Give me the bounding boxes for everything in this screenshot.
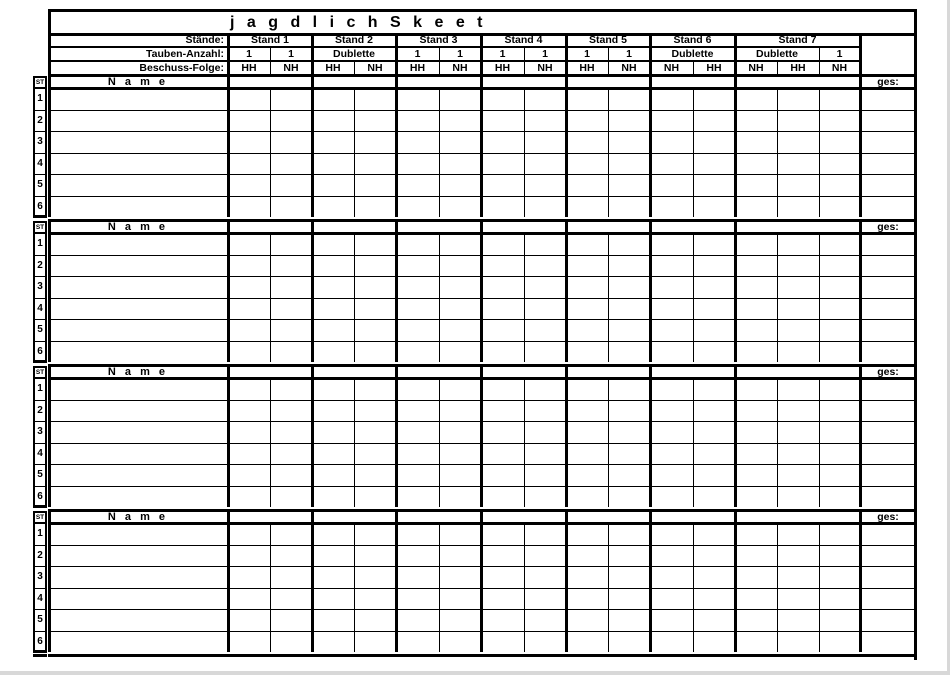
cell-divider xyxy=(270,378,271,507)
tauben-count: Dublette xyxy=(333,48,375,60)
row-line xyxy=(33,486,47,487)
row-line xyxy=(33,588,47,589)
name-heading: N a m e xyxy=(107,221,169,233)
row-line xyxy=(33,566,47,567)
stand-divider xyxy=(734,365,737,507)
row-line xyxy=(33,631,47,632)
row-line xyxy=(33,319,47,320)
cell-divider xyxy=(354,378,355,507)
stand-divider xyxy=(565,365,568,507)
row-line xyxy=(33,196,47,197)
name-heading: N a m e xyxy=(107,511,169,523)
cell-divider xyxy=(693,88,694,217)
shooter-row-number: 6 xyxy=(37,345,43,357)
stand-divider xyxy=(227,75,230,217)
cell-divider xyxy=(693,523,694,652)
stand-divider xyxy=(480,220,483,362)
row-line xyxy=(33,341,47,342)
shooter-row-number: 2 xyxy=(37,259,43,271)
stand-divider xyxy=(859,75,862,217)
left-border xyxy=(48,365,51,507)
stand-heading: Stand 4 xyxy=(504,34,543,46)
stand-divider xyxy=(859,220,862,362)
cell-divider xyxy=(777,233,778,362)
right-border xyxy=(914,9,917,660)
left-border xyxy=(48,510,51,652)
beschuss-folge: HH xyxy=(790,62,806,74)
beschuss-folge: NH xyxy=(663,62,680,74)
name-heading: N a m e xyxy=(107,366,169,378)
shooter-row-number: 4 xyxy=(37,302,43,314)
cell-divider xyxy=(439,233,440,362)
beschuss-folge: NH xyxy=(621,62,637,74)
tauben-anzahl-label: Tauben-Anzahl: xyxy=(146,48,224,60)
cell-divider xyxy=(524,88,525,217)
row-line xyxy=(33,421,47,422)
st-label: ST xyxy=(35,224,45,231)
stand-divider xyxy=(311,510,314,652)
beschuss-folge: HH xyxy=(409,62,426,74)
beschuss-folge-label: Beschuss-Folge: xyxy=(139,62,224,74)
cell-divider xyxy=(439,523,440,652)
cell-divider xyxy=(608,378,609,507)
row-line xyxy=(33,131,47,132)
cell-divider xyxy=(777,378,778,507)
stand-divider xyxy=(395,510,398,652)
shooter-row-number: 5 xyxy=(37,324,43,335)
total-label: ges: xyxy=(877,511,899,523)
row-line xyxy=(33,545,47,546)
cell-divider xyxy=(270,88,271,217)
row-line xyxy=(33,464,47,465)
beschuss-folge: HH xyxy=(579,62,595,74)
row-line xyxy=(33,443,47,444)
beschuss-folge: NH xyxy=(748,62,764,74)
staende-label: Stände: xyxy=(185,34,224,46)
shooter-row-number: 4 xyxy=(37,592,43,604)
beschuss-folge: NH xyxy=(537,62,553,74)
st-label: ST xyxy=(35,79,45,86)
tauben-count: 1 xyxy=(626,48,632,60)
shooter-row-number: 5 xyxy=(37,469,43,480)
cell-divider xyxy=(354,523,355,652)
cell-divider xyxy=(608,88,609,217)
stand-divider xyxy=(565,510,568,652)
stand-divider xyxy=(565,75,568,217)
beschuss-folge: NH xyxy=(452,62,468,74)
sheet-bottom-border xyxy=(48,654,916,657)
tauben-count: 1 xyxy=(499,48,506,60)
beschuss-folge: NH xyxy=(831,62,848,74)
stand-heading: Stand 1 xyxy=(251,34,289,46)
stand-divider xyxy=(395,365,398,507)
stand-divider xyxy=(734,220,737,362)
cell-divider xyxy=(819,233,820,362)
row-line xyxy=(33,255,47,256)
shooter-row-number: 3 xyxy=(37,281,43,292)
beschuss-folge: NH xyxy=(367,62,383,74)
cell-divider xyxy=(693,233,694,362)
row-line xyxy=(33,609,47,610)
page-edge xyxy=(0,671,950,675)
shooter-row-number: 3 xyxy=(37,426,43,437)
cell-divider xyxy=(439,88,440,217)
shooter-row-number: 2 xyxy=(37,549,43,561)
stand-divider xyxy=(227,365,230,507)
beschuss-folge: NH xyxy=(283,62,299,74)
beschuss-folge: HH xyxy=(706,62,722,74)
shooter-row-number: 2 xyxy=(37,114,43,126)
row-line xyxy=(33,174,47,175)
stand-divider xyxy=(227,220,230,362)
stand-divider xyxy=(649,75,652,217)
shooter-row-number: 1 xyxy=(37,93,43,104)
tauben-count: 1 xyxy=(457,48,463,60)
stand-divider xyxy=(859,510,862,652)
shooter-row-number: 1 xyxy=(37,238,43,249)
row-line xyxy=(33,110,47,111)
tauben-count: Dublette xyxy=(756,48,798,60)
cell-divider xyxy=(354,233,355,362)
cell-divider xyxy=(819,378,820,507)
shooter-row-number: 6 xyxy=(37,490,43,502)
stand-divider xyxy=(480,510,483,652)
tauben-count: 1 xyxy=(414,48,421,60)
left-border xyxy=(48,220,51,362)
stand-heading: Stand 6 xyxy=(673,34,712,46)
cell-divider xyxy=(819,523,820,652)
name-heading: N a m e xyxy=(107,76,169,88)
cell-divider xyxy=(777,88,778,217)
tauben-count: 1 xyxy=(246,48,252,60)
sheet-bottom-border xyxy=(33,654,47,657)
st-label: ST xyxy=(35,369,45,376)
shooter-row-number: 4 xyxy=(37,157,43,169)
stand-heading: Stand 3 xyxy=(419,34,458,46)
stand-divider xyxy=(395,75,398,217)
tauben-count: 1 xyxy=(542,48,548,60)
cell-divider xyxy=(524,378,525,507)
stand-divider xyxy=(311,365,314,507)
total-label: ges: xyxy=(877,366,899,378)
tauben-count: 1 xyxy=(836,48,843,60)
cell-divider xyxy=(270,233,271,362)
shooter-row-number: 1 xyxy=(37,528,43,539)
shooter-row-number: 6 xyxy=(37,635,43,647)
shooter-row-number: 1 xyxy=(37,383,43,394)
stand-divider xyxy=(649,220,652,362)
shooter-row-number: 5 xyxy=(37,614,43,625)
st-label: ST xyxy=(35,514,45,521)
stand-divider xyxy=(227,510,230,652)
total-label: ges: xyxy=(877,221,899,233)
cell-divider xyxy=(524,233,525,362)
sheet-title: j a g d l i c h S k e e t xyxy=(230,14,487,31)
beschuss-folge: HH xyxy=(494,62,511,74)
stand-divider xyxy=(311,220,314,362)
stand-divider xyxy=(734,75,737,217)
shooter-row-number: 6 xyxy=(37,200,43,212)
tauben-count: Dublette xyxy=(671,48,714,60)
beschuss-folge: HH xyxy=(241,62,257,74)
cell-divider xyxy=(524,523,525,652)
cell-divider xyxy=(693,378,694,507)
row-line xyxy=(33,400,47,401)
cell-divider xyxy=(270,523,271,652)
stand-divider xyxy=(859,365,862,507)
cell-divider xyxy=(608,523,609,652)
stand-divider xyxy=(649,510,652,652)
stand-divider xyxy=(734,510,737,652)
beschuss-folge: HH xyxy=(325,62,341,74)
cell-divider xyxy=(354,88,355,217)
stand-divider xyxy=(480,75,483,217)
stand-divider xyxy=(395,220,398,362)
stand-divider xyxy=(311,75,314,217)
tauben-count: 1 xyxy=(584,48,590,60)
tauben-count: 1 xyxy=(288,48,294,60)
stand-divider xyxy=(649,365,652,507)
cell-divider xyxy=(819,88,820,217)
left-border xyxy=(48,75,51,217)
row-line xyxy=(33,298,47,299)
stand-divider xyxy=(565,220,568,362)
stand-heading: Stand 5 xyxy=(589,34,627,46)
cell-divider xyxy=(439,378,440,507)
shooter-row-number: 2 xyxy=(37,404,43,416)
shooter-row-number: 3 xyxy=(37,136,43,147)
shooter-row-number: 5 xyxy=(37,179,43,190)
row-line xyxy=(33,276,47,277)
shooter-row-number: 4 xyxy=(37,447,43,459)
shooter-row-number: 3 xyxy=(37,571,43,582)
stand-divider xyxy=(480,365,483,507)
left-border xyxy=(48,9,51,76)
stand-heading: Stand 2 xyxy=(335,34,373,46)
cell-divider xyxy=(777,523,778,652)
cell-divider xyxy=(608,233,609,362)
stand-heading: Stand 7 xyxy=(778,34,817,46)
total-label: ges: xyxy=(877,76,899,88)
row-line xyxy=(33,153,47,154)
